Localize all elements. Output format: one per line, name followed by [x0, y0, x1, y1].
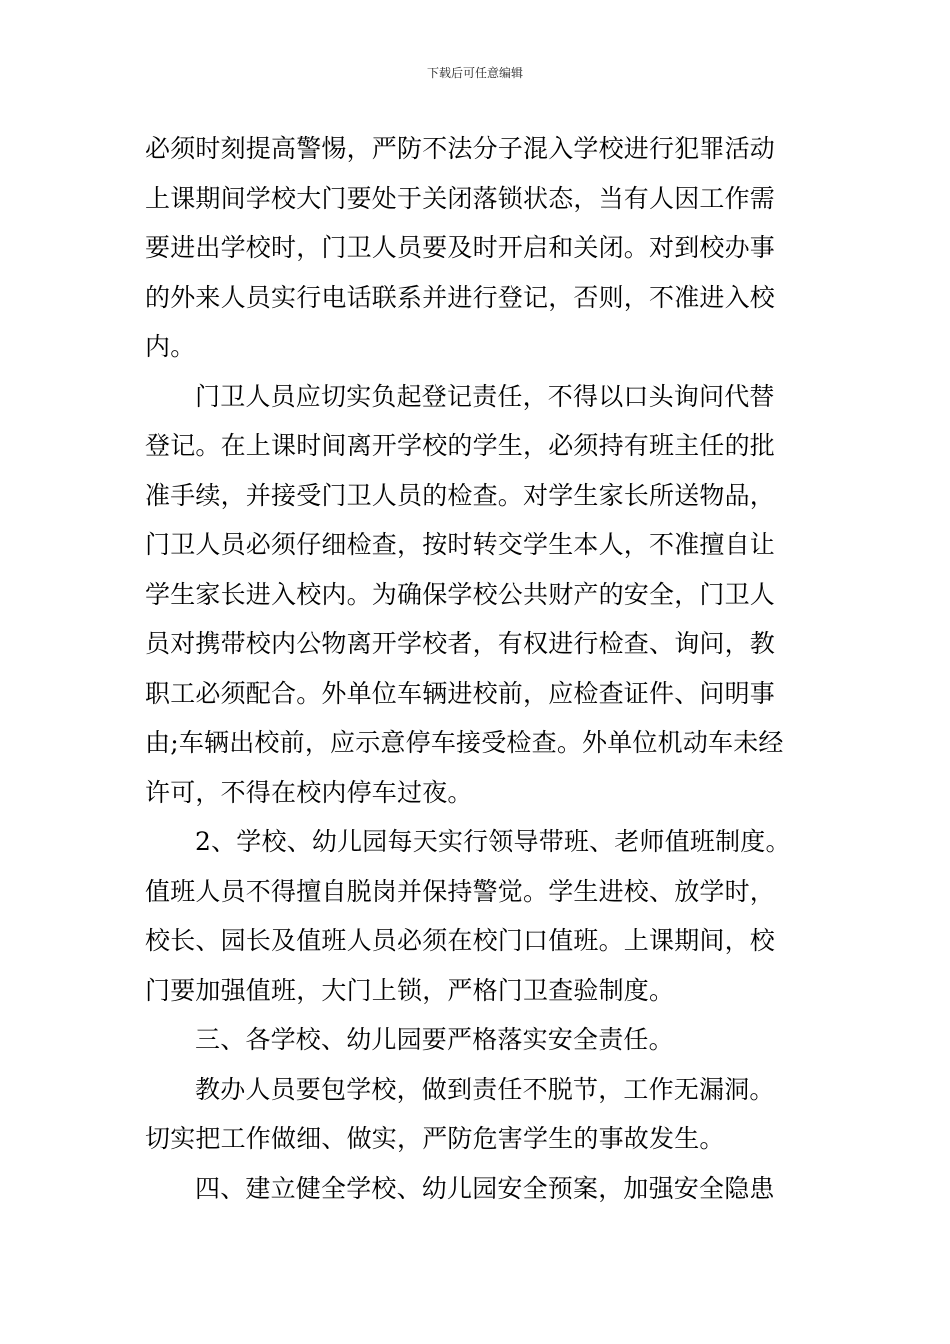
text-line: 由;车辆出校前，应示意停车接受检查。外单位机动车未经 — [145, 728, 784, 757]
text-line: 职工必须配合。外单位车辆进校前，应检查证件、问明事 — [145, 678, 776, 708]
paragraph-first-line: 2、学校、幼儿园每天实行领导带班、老师值班制度。 — [195, 827, 791, 856]
text-line: 上课期间学校大门要处于关闭落锁状态，当有人因工作需 — [145, 183, 776, 213]
paragraph-first-line: 门卫人员应切实负起登记责任，不得以口头询问代替 — [195, 381, 775, 411]
page-header: 下载后可任意编辑 — [426, 66, 523, 80]
text-line: 许可，不得在校内停车过夜。 — [145, 777, 473, 807]
section-heading: 三、各学校、幼儿园要严格落实安全责任。 — [195, 1025, 674, 1054]
text-line: 切实把工作做细、做实，严防危害学生的事故发生。 — [145, 1124, 725, 1153]
text-line: 校长、园长及值班人员必须在校门口值班。上课期间，校 — [145, 926, 776, 955]
text-line: 必须时刻提高警惕，严防不法分子混入学校进行犯罪活动 — [145, 134, 776, 163]
text-line: 的外来人员实行电话联系并进行登记，否则，不准进入校 — [145, 282, 776, 312]
text-line: 学生家长进入校内。为确保学校公共财产的安全，门卫人 — [145, 579, 776, 609]
paragraph-first-line: 教办人员要包学校，做到责任不脱节，工作无漏洞。 — [195, 1074, 775, 1104]
text-line: 员对携带校内公物离开学校者，有权进行检查、询问，教 — [145, 629, 776, 658]
text-line: 登记。在上课时间离开学校的学生，必须持有班主任的批 — [145, 431, 776, 460]
text-line: 内。 — [145, 332, 196, 361]
text-line: 值班人员不得擅自脱岗并保持警觉。学生进校、放学时， — [145, 876, 776, 906]
section-heading: 四、建立健全学校、幼儿园安全预案，加强安全隐患 — [195, 1173, 775, 1203]
document-body — [145, 124, 810, 1213]
text-line: 要进出学校时，门卫人员要及时开启和关闭。对到校办事 — [145, 233, 776, 262]
text-line: 门卫人员必须仔细检查，按时转交学生本人，不准擅自让 — [145, 530, 776, 559]
text-line: 准手续，并接受门卫人员的检查。对学生家长所送物品， — [145, 480, 776, 510]
text-line: 门要加强值班，大门上锁，严格门卫查验制度。 — [145, 975, 675, 1005]
